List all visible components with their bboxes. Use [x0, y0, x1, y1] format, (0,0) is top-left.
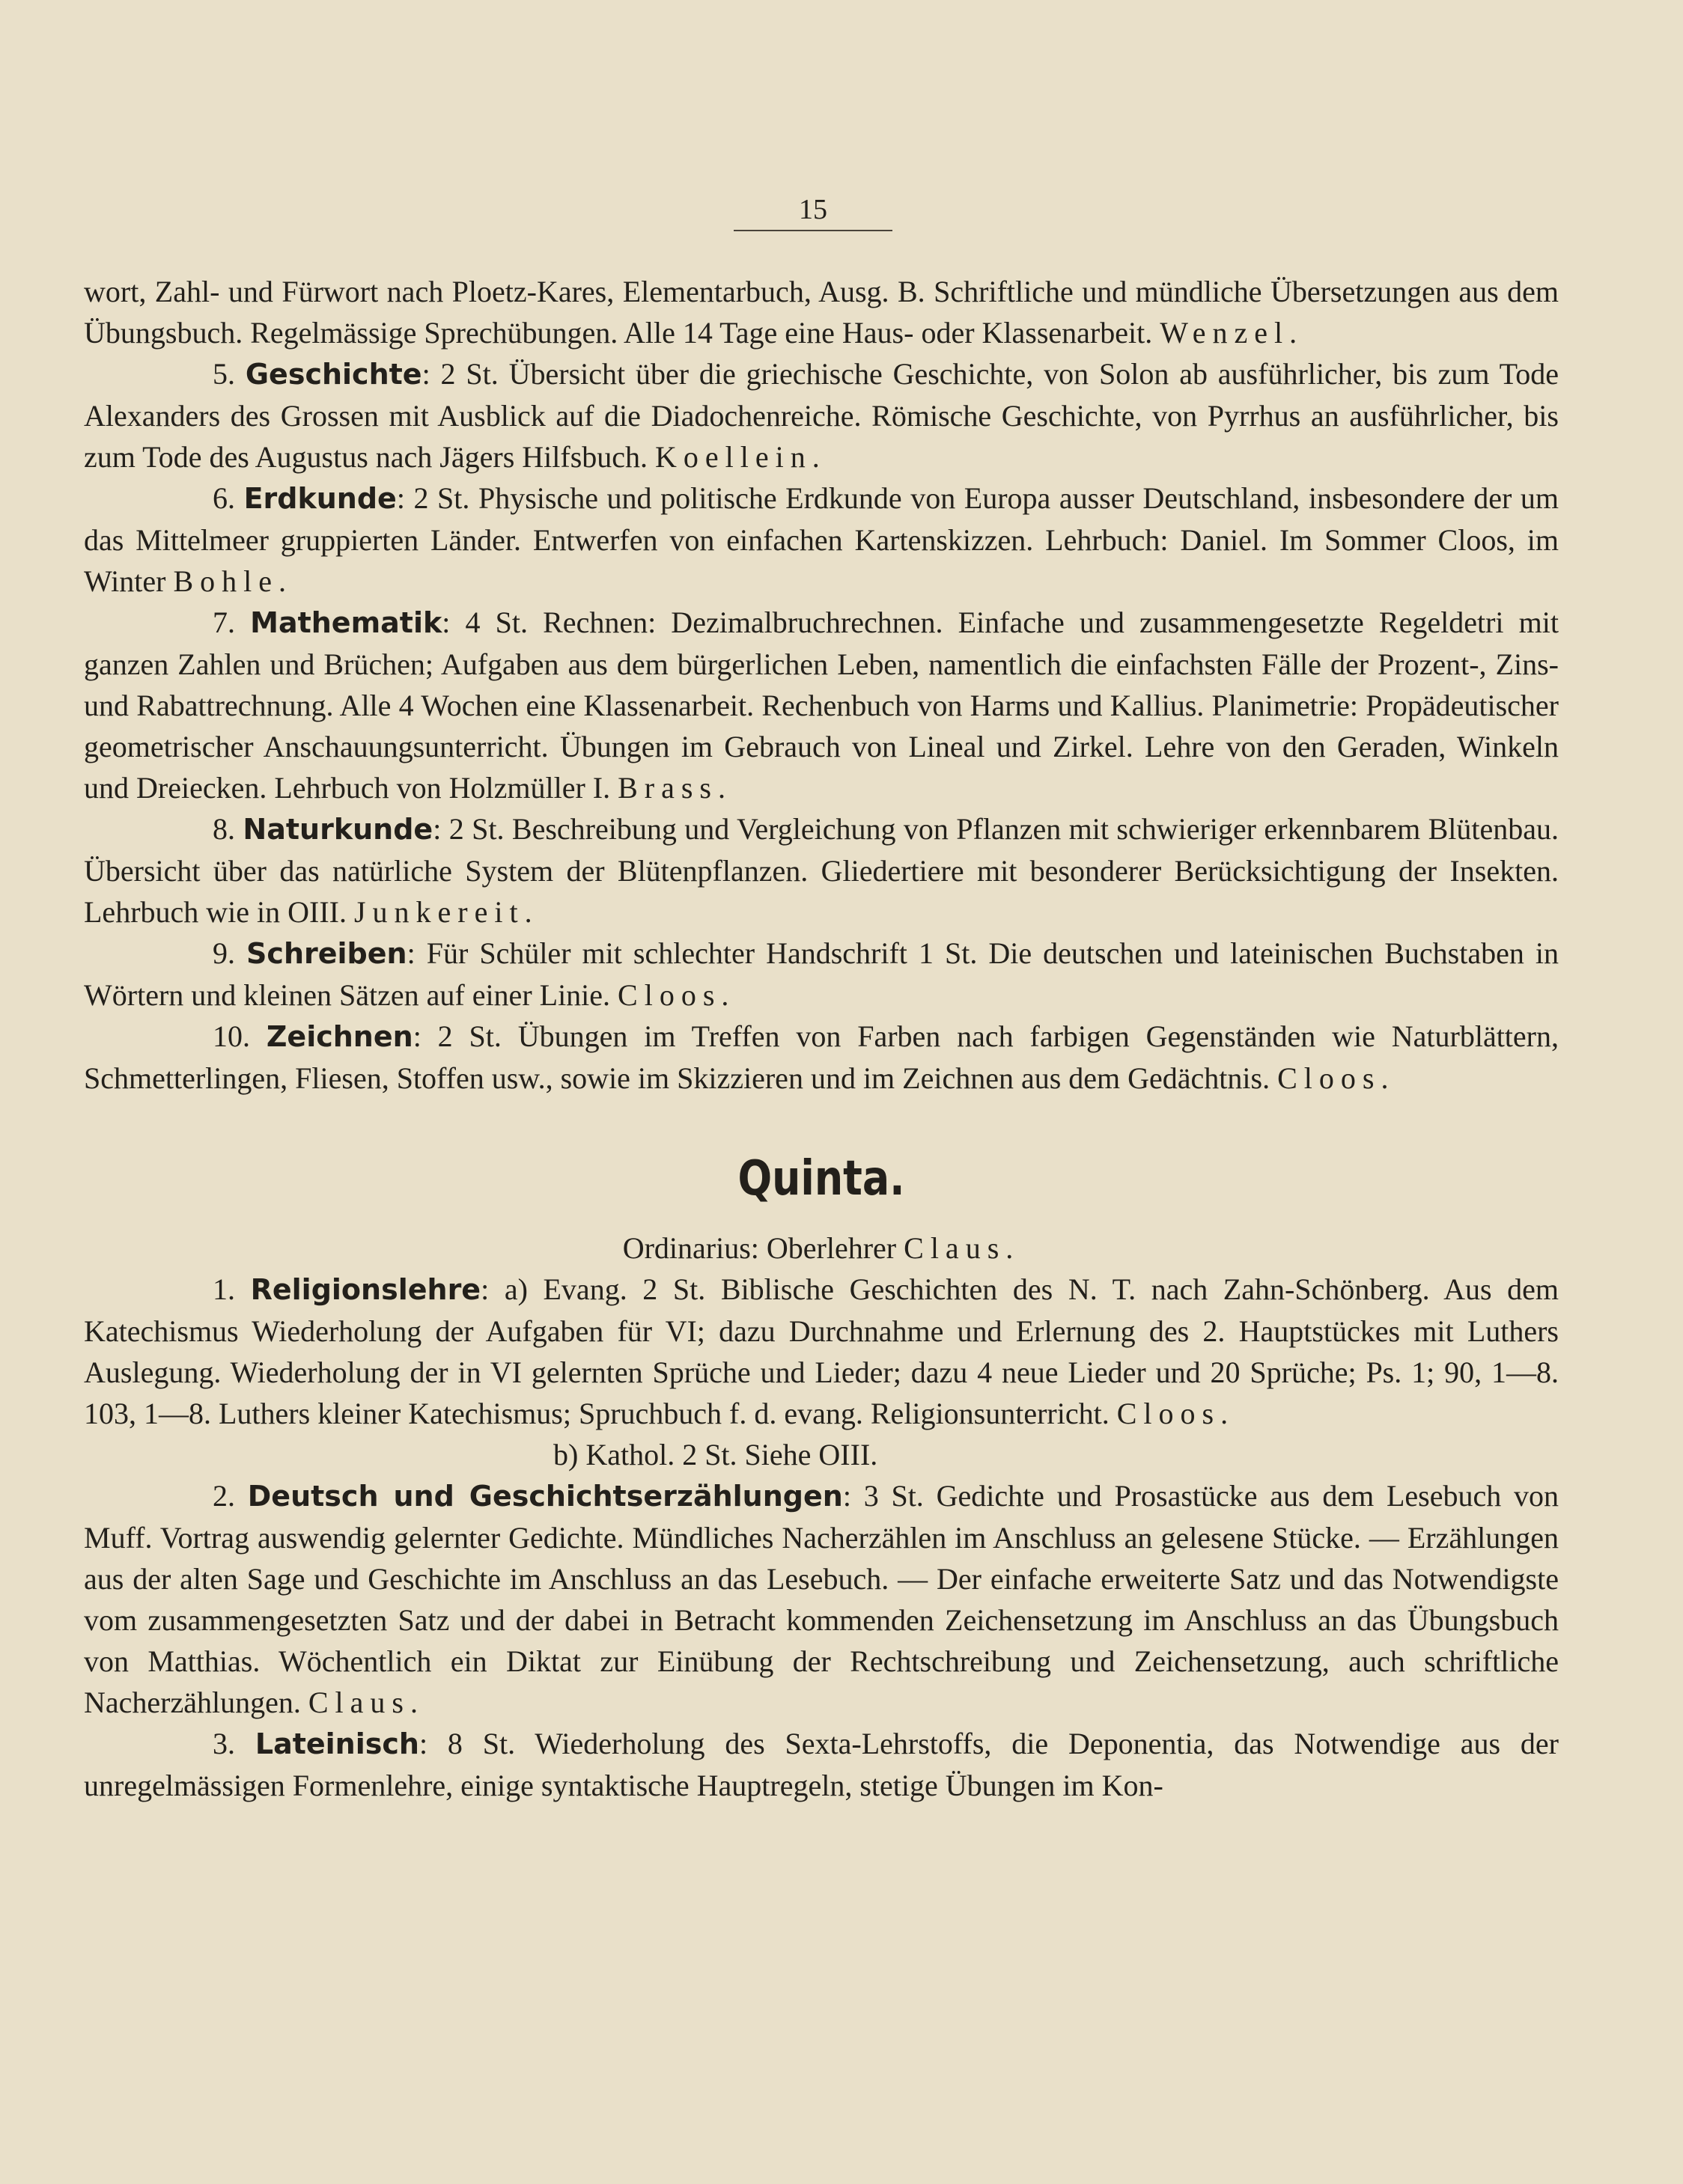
item-religionslehre [84, 1269, 1559, 1434]
teacher-name: Koellein. [655, 440, 827, 474]
item-number: 6. [213, 481, 235, 515]
subject-heading: Erdkunde [243, 482, 397, 515]
item-text: 4 St. Rechnen: Dezimalbruchrechnen. Einfache und zusammengesetzte Regeldetri mit ganzen Zahlen und Brüchen; Aufgaben aus dem bürgerlichen Leben, namentlich die einfachsten Fälle der Prozent-, Zins- und Rabattrechnung. Alle 4 Wochen eine Klassenarbeit. Rechenbuch von Harms und Kallius. Planimetrie: Propädeutischer geometrischer Anschauungsunterricht. Übungen im Gebrauch von Lineal und Zirkel. Lehre von den Geraden, Winkeln und Dreiecken. Lehrbuch von Holzmüller I. [84, 606, 1559, 805]
item-separator: : [413, 1019, 421, 1053]
item-text: 3 St. Gedichte und Prosastücke aus dem Lesebuch von Muff. Vortrag auswendig gelernter Gedichte. Mündliches Nacherzählen im Anschluss an gelesene Stücke. — Erzählungen aus der alten Sage und Geschichte im Anschluss an das Lesebuch. — Der einfache erweiterte Satz und das Notwendigste vom zusammengesetzten Satz und der dabei in Betracht kommenden Zeichensetzung im Anschluss an das Übungsbuch von Matthias. Wöchentlich ein Diktat zur Einübung der Rechtschreibung und Zeichensetzung, auch schriftliche Nacherzählungen. [84, 1479, 1559, 1719]
item-number: 8. [213, 812, 235, 846]
continuation-paragraph [84, 271, 1559, 353]
item-number: 5. [213, 357, 235, 391]
item-schreiben [84, 933, 1559, 1016]
page-number: 15 [799, 194, 827, 225]
teacher-name: Bohle. [173, 564, 293, 598]
item-number: 9. [213, 936, 235, 970]
teacher-name: Junkereit. [353, 895, 539, 929]
item-mathematik [84, 602, 1559, 808]
page-number-rule [734, 230, 892, 231]
item-deutsch [84, 1475, 1559, 1723]
item-separator: : [433, 812, 442, 846]
item-text: 8 St. Wiederholung des Sexta-Lehrstoffs, die Deponentia, das Notwendige aus der unregelmässigen Formenlehre, einige syntaktische Hauptregeln, stetige Übungen im Kon- [84, 1727, 1559, 1802]
subject-heading: Zeichnen [266, 1020, 413, 1053]
item-lateinisch [84, 1723, 1559, 1806]
subject-heading: Naturkunde [243, 813, 433, 846]
teacher-name: Cloos. [1116, 1397, 1235, 1430]
item-text: 2 St. Beschreibung und Vergleichung von Pflanzen mit schwieriger erkennbarem Blütenbau. Übersicht über das natürliche System der Blütenpflanzen. Gliedertiere mit besonderer Berücksichtigung der Insekten. Lehrbuch wie in OIII. [84, 812, 1559, 929]
subject-heading: Religionslehre [250, 1273, 481, 1306]
item-number: 1. [213, 1272, 235, 1306]
item-zeichnen [84, 1016, 1559, 1099]
item-religion-kathol [84, 1434, 1559, 1475]
item-separator: : [421, 357, 430, 391]
item-text: b) Kathol. 2 St. Siehe OIII. [553, 1438, 878, 1471]
paragraph-text: wort, Zahl- und Fürwort nach Ploetz-Kares, Elementarbuch, Ausg. B. Schriftliche und mündliche Übersetzungen aus dem Übungsbuch. Regelmässige Sprechübungen. Alle 14 Tage eine Haus- oder Klassenarbeit. [84, 275, 1559, 350]
subject-heading: Deutsch und Geschichtserzählungen [247, 1480, 843, 1513]
item-number: 3. [213, 1727, 235, 1760]
item-separator: : [842, 1479, 851, 1513]
subject-heading: Lateinisch [255, 1727, 419, 1760]
item-separator: : [407, 936, 416, 970]
item-text: 2 St. Übersicht über die griechische Geschichte, von Solon ab ausführlicher, bis zum Tode Alexanders des Grossen mit Ausblick auf die Diadochenreiche. Römische Geschichte, von Pyrrhus an ausführlicher, bis zum Tode des Augustus nach Jägers Hilfsbuch. [84, 357, 1559, 474]
item-number: 10. [213, 1019, 250, 1053]
item-separator: : [419, 1727, 428, 1760]
teacher-name: Claus. [308, 1686, 424, 1719]
item-separator: : [481, 1272, 490, 1306]
item-text: 2 St. Übungen im Treffen von Farben nach farbigen Gegenständen wie Naturblättern, Schmetterlingen, Fliesen, Stoffen usw., sowie im Skizzieren und im Zeichnen aus dem Gedächtnis. [84, 1019, 1559, 1095]
subject-heading: Geschichte [245, 358, 422, 391]
item-text: 2 St. Physische und politische Erdkunde von Europa ausser Deutschland, insbesondere der um das Mittelmeer gruppierten Länder. Entwerfen von einfachen Kartenskizzen. Lehrbuch: Daniel. Im Sommer Cloos, im Winter [84, 481, 1559, 598]
teacher-name: Cloos. [1277, 1061, 1396, 1095]
item-separator: : [396, 481, 405, 515]
teacher-name: Brass. [618, 771, 732, 805]
item-text: a) Evang. 2 St. Biblische Geschichten des N. T. nach Zahn-Schönberg. Aus dem Katechismus Wiederholung der Aufgaben für VI; dazu Durchnahme und Erlernung des 2. Hauptstückes mit Luthers Auslegung. Wiederholung der in VI gelernten Sprüche und Lieder; dazu 4 neue Lieder und 20 Sprüche; Ps. 1; 90, 1—8. 103, 1—8. Luthers kleiner Katechismus; Spruchbuch f. d. evang. Religionsunterricht. [84, 1272, 1559, 1430]
subject-heading: Schreiben [246, 937, 407, 970]
item-text: Für Schüler mit schlechter Handschrift 1 St. Die deutschen und lateinischen Buchstaben in Wörtern und kleinen Sätzen auf einer Linie. [84, 936, 1559, 1012]
teacher-name: Cloos. [618, 978, 736, 1012]
ordinarius-name: Claus. [904, 1231, 1020, 1265]
ordinarius-line [84, 1227, 1559, 1269]
section-title: Quinta. [737, 1151, 905, 1207]
page-content [84, 271, 1559, 1806]
ordinarius-label: Ordinarius: Oberlehrer [622, 1231, 897, 1265]
item-naturkunde [84, 808, 1559, 933]
item-number: 7. [213, 606, 235, 639]
item-number: 2. [213, 1479, 235, 1513]
subject-heading: Mathematik [250, 606, 442, 639]
teacher-name: Wenzel. [1160, 316, 1304, 350]
item-geschichte [84, 353, 1559, 478]
item-separator: : [442, 606, 451, 639]
item-erdkunde [84, 478, 1559, 602]
